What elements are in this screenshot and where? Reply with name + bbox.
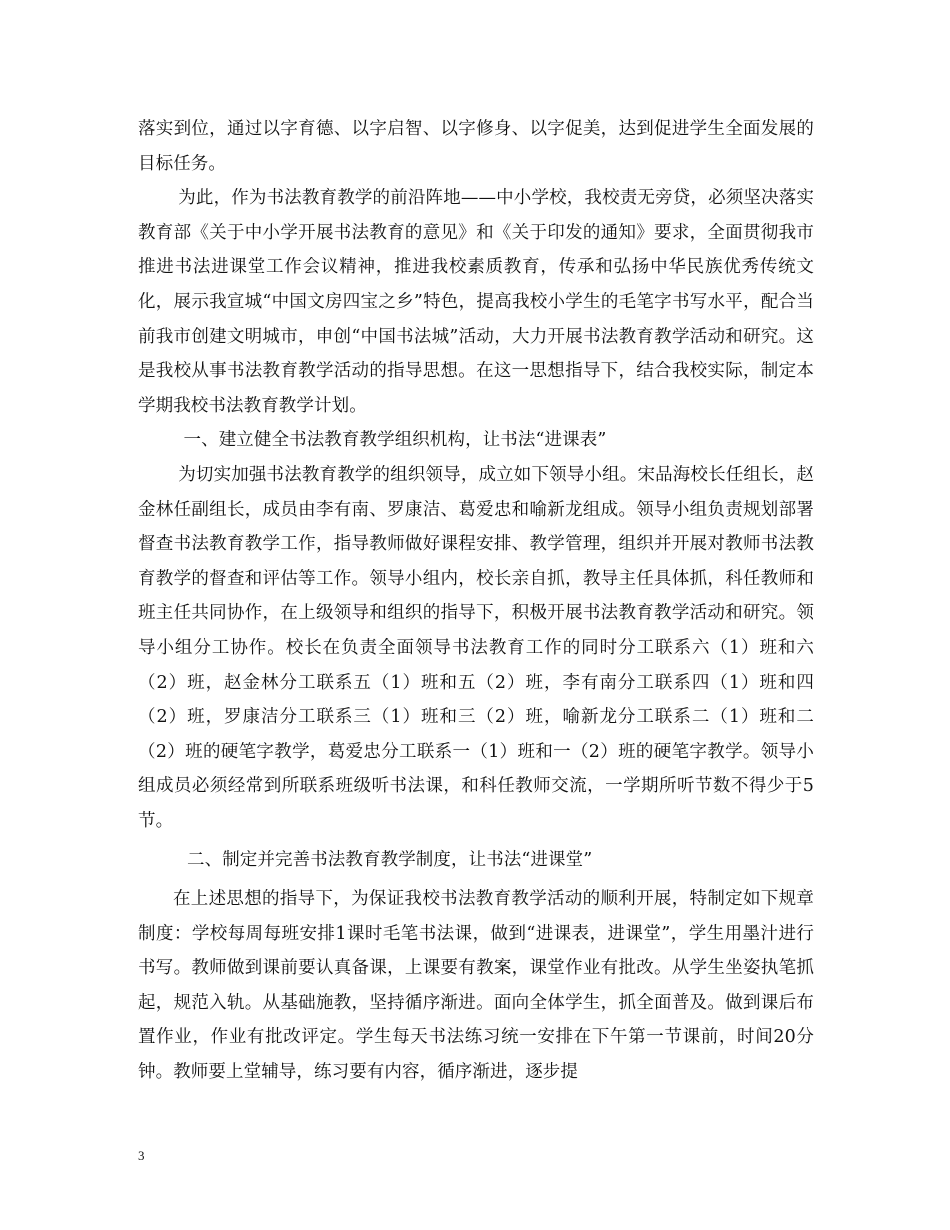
section-heading-organization: 一、建立健全书法教育教学组织机构，让书法“进课表” [183,430,607,451]
paragraph-regulations: 在上述思想的指导下，为保证我校书法教育教学活动的顺利开展，特制定如下规章制度：学校每周每班安排1课时毛笔书法课，做到“进课表，进课堂”，学生用墨汁进行书写。教师做到课前要认真备课，上课要有教案，课堂作业有批改。从学生坐姿执笔抓起，规范入轨。从基础施教，坚持循序渐进。面向全体学生，抓全面普及。做到课后布置作业，作业有批改评定。学生每天书法练习统一安排在下午第一节课前，时间20分钟。教师要上堂辅导，练习要有内容，循序渐进，逐步提 [138,889,814,1083]
page-number: 3 [138,1148,145,1163]
document-body [138,112,814,1090]
paragraph-continuation: 落实到位，通过以字育德、以字启智、以字修身、以字促美，达到促进学生全面发展的目标任务。 [138,119,814,174]
section-heading-regulations: 二、制定并完善书法教育教学制度，让书法“进课堂” [187,850,593,871]
paragraph-leadership-group: 为切实加强书法教育教学的组织领导，成立如下领导小组。宋品海校长任组长，赵金林任副组长，成员由李有南、罗康洁、葛爱忠和喻新龙组成。领导小组负责规划部署督查书法教育教学工作，指导教师做好课程安排、教学管理，组织并开展对教师书法教育教学的督查和评估等工作。领导小组内，校长亲自抓，教导主任具体抓，科任教师和班主任共同协作，在上级领导和组织的指导下，积极开展书法教育教学活动和研究。领导小组分工协作。校长在负责全面领导书法教育工作的同时分工联系六（1）班和六（2）班，赵金林分工联系五（1）班和五（2）班，李有南分工联系四（1）班和四（2）班，罗康洁分工联系三（1）班和三（2）班，喻新龙分工联系二（1）班和二（2）班的硬笔字教学，葛爱忠分工联系一（1）班和一（2）班的硬笔字教学。领导小组成员必须经常到所联系班级听书法课，和科任教师交流，一学期所听节数不得少于5节。 [138,464,814,831]
paragraph-guiding-thought: 为此，作为书法教育教学的前沿阵地——中小学校，我校责无旁贷，必须坚决落实教育部《关于中小学开展书法教育的意见》和《关于印发的通知》要求，全面贯彻我市推进书法进课堂工作会议精神，推进我校素质教育，传承和弘扬中华民族优秀传统文化，展示我宣城“中国文房四宝之乡”特色，提高我校小学生的毛笔字书写水平，配合当前我市创建文明城市，申创“中国书法城”活动，大力开展书法教育教学活动和研究。这是我校从事书法教育教学活动的指导思想。在这一思想指导下，结合我校实际，制定本学期我校书法教育教学计划。 [138,188,814,416]
